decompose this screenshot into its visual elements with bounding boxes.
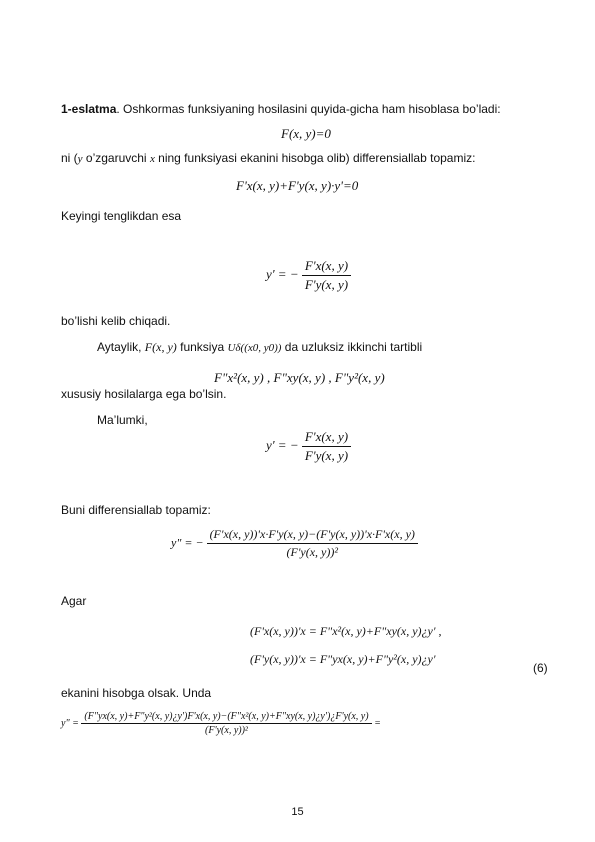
equation-second-partials: F"x²(x, y) , F"xy(x, y) , F"y²(x, y)	[214, 370, 385, 385]
paragraph-next: Keyingi tenglikdan esa	[61, 209, 182, 223]
paragraph-remark	[61, 102, 501, 116]
fraction: $\frac{F'x(x, y)}{F'y(x, y)}$	[302, 258, 351, 293]
equation-number: (6)	[533, 661, 548, 675]
equation-implicit: F(x, y)=0	[281, 126, 331, 141]
equation-relation-a: (F'x(x, y))'x = F"x²(x, y)+F"xy(x, y)¿y' ,	[250, 624, 442, 638]
fraction: (F"yx(x, y)+F"y²(x, y)¿y')F'x(x, y)−(F"x²(x, y)+F"xy(x, y)¿y')¿F'y(x, y) (F'y(x, y))²	[81, 711, 371, 736]
paragraph-then: ekanini hisobga olsak. Unda	[61, 686, 212, 700]
fraction: $\frac{(F'x(x, y))'x\cdot F'y(x, y)-(F'y(x, y))'x\cdot F'x(x, y)}{\text{(F'y(x, y))²}}$	[207, 527, 418, 560]
neighborhood: Uδ((x0, y0))	[227, 342, 282, 354]
remark-label: 1-eslatma	[61, 102, 117, 116]
paragraph-partials: xususiy hosilalarga ega bo’lsin.	[61, 387, 227, 401]
fraction: $\frac{F'x(x, y)}{F'y(x, y)}$	[302, 429, 351, 464]
equation-final: y" = (F"yx(x, y)+F"y²(x, y)¿y')F'x(x, y)−(F"x²(x, y)+F"xy(x, y)¿y')¿F'y(x, y) (F'y(x, y))² =	[61, 711, 381, 736]
paragraph-known: Ma’lumki,	[97, 413, 148, 427]
remark-text: . Oshkormas funksiyaning hosilasini quyida-gicha ham hisoblasa bo’ladi:	[116, 102, 501, 116]
var-y: y	[77, 153, 83, 165]
paragraph-suppose: Aytaylik, F(x, y) funksiya Uδ((x0, y0)) da uzluksiz ikkinchi tartibli	[97, 340, 423, 354]
paragraph-differentiate: ni (y o’zgaruvchi x ning funksiyasi ekanini hisobga olib) differensiallab topamiz:	[61, 151, 476, 165]
paragraph-differentiate-again: Buni differensiallab topamiz:	[61, 503, 211, 517]
equation-first-derivative: F'x(x, y)+F'y(x, y)·y'=0	[236, 178, 359, 193]
equation-yprime-2: y' = − $\frac{F'x(x, y)}{F'y(x, y)}$	[266, 429, 351, 464]
equation-yprime: y' = − $\frac{F'x(x, y)}{F'y(x, y)}$	[266, 258, 351, 293]
var-x: x	[149, 153, 155, 165]
equation-ysecond: y" = − $\frac{(F'x(x, y))'x\cdot F'y(x, y)-(F'y(x, y))'x\cdot F'x(x, y)}{\text{(F'y(x, y))²}}$	[171, 527, 418, 560]
paragraph-follows: bo’lishi kelib chiqadi.	[61, 314, 171, 328]
paragraph-if: Agar	[61, 594, 87, 608]
equation-relation-b: (F'y(x, y))'x = F"yx(x, y)+F"y²(x, y)¿y'	[250, 652, 436, 666]
page-number: 15	[291, 806, 304, 818]
func-F: F(x, y)	[144, 340, 177, 354]
